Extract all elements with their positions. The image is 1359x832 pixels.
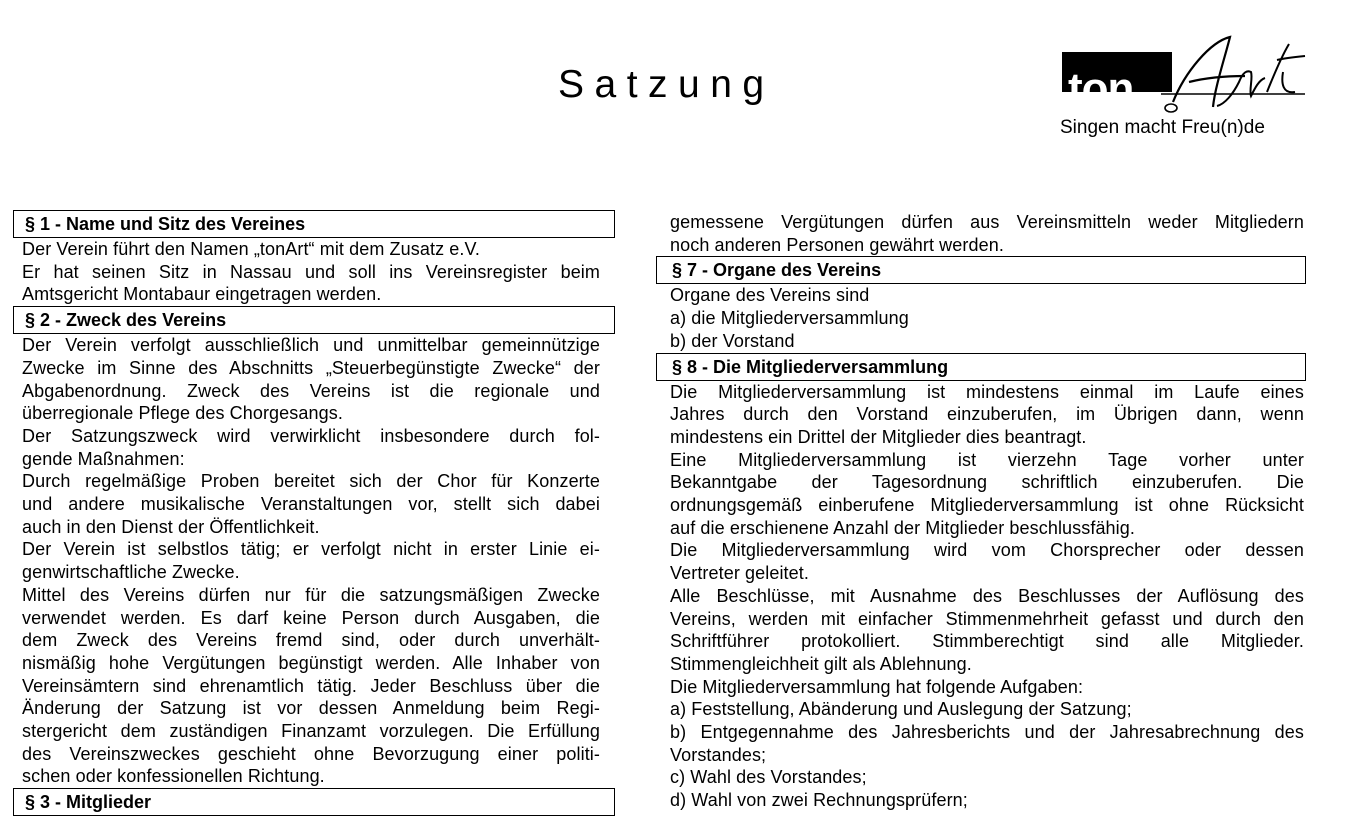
text-line: Der Verein führt den Namen „tonArt“ mit dem Zusatz e.V. — [22, 239, 481, 259]
text-line: Die Mitgliederversammlung ist mindestens einmal im Laufe eines — [670, 381, 1304, 402]
logo-script-art — [1155, 32, 1310, 114]
section-heading-3: § 3 - Mitglieder — [13, 788, 615, 816]
text-line: Der Verein verfolgt ausschließlich und unmittelbar gemeinnützige — [22, 335, 600, 356]
tonart-logo — [1060, 32, 1310, 142]
text-line: Eine Mitgliederversammlung ist vierzehn Tage vorher unter — [670, 449, 1304, 470]
text-line: Organe des Vereins sind — [670, 285, 870, 306]
text-line: Änderung der Satzung ist vor dessen Anmeldung beim Regi- — [22, 698, 600, 719]
text-line: überregionale Pflege des Chorgesangs. — [22, 403, 343, 424]
text-line: ordnungsgemäß einberufene Mitgliederversammlung ist ohne Rücksicht — [670, 495, 1304, 516]
text-line: Amtsgericht Montabaur eingetragen werden. — [22, 284, 382, 305]
text-line: Er hat seinen Sitz in Nassau und soll ins Vereinsregister beim — [22, 261, 600, 282]
text-line: Schriftführer protokolliert. Stimmberechtigt sind alle Mitglieder. — [670, 631, 1304, 652]
text-line: Der Satzungszweck wird verwirklicht insbesondere durch fol- — [22, 425, 600, 446]
text-line: b) Entgegennahme des Jahresberichts und der Jahresabrechnung des — [670, 722, 1304, 743]
right-column — [670, 211, 1320, 812]
text-line: des Vereinszweckes geschieht ohne Bevorzugung einer politi- — [22, 743, 600, 764]
text-line: Vorstandes; — [670, 744, 767, 765]
section-heading-2: § 2 - Zweck des Vereins — [13, 306, 615, 334]
section-heading-8: § 8 - Die Mitgliederversammlung — [656, 353, 1306, 381]
text-line: c) Wahl des Vorstandes; — [670, 767, 867, 788]
section-6-continuation — [670, 211, 1304, 256]
logo-word: ton — [1068, 64, 1134, 113]
text-line: Alle Beschlüsse, mit Ausnahme des Beschlusses der Auflösung des — [670, 585, 1304, 606]
text-line: noch anderen Personen gewährt werden. — [670, 234, 1004, 255]
text-line: Jahres durch den Vorstand einzuberufen, im Übrigen dann, wenn — [670, 404, 1304, 425]
section-8-text — [670, 381, 1304, 812]
text-line: Bekanntgabe der Tagesordnung schriftlich einzuberufen. Die — [670, 472, 1304, 493]
section-2-text — [22, 334, 600, 788]
text-line: und andere musikalische Veranstaltungen vor, stellt sich dabei — [22, 494, 600, 515]
text-line: a) Feststellung, Abänderung und Auslegung der Satzung; — [670, 699, 1132, 720]
section-1-text — [22, 238, 600, 306]
text-line: Die Mitgliederversammlung wird vom Chorsprecher oder dessen — [670, 540, 1304, 561]
section-heading-7: § 7 - Organe des Vereins — [656, 256, 1306, 284]
text-line: Vereinsämtern sind ehrenamtlich tätig. Jeder Beschluss über die — [22, 675, 600, 696]
text-line: Abgabenordnung. Zweck des Vereins ist die regionale und — [22, 380, 600, 401]
text-line: auch in den Dienst der Öffentlichkeit. — [22, 516, 320, 537]
text-line: a) die Mitgliederversammlung — [670, 308, 909, 329]
text-line: Der Verein ist selbstlos tätig; er verfolgt nicht in erster Linie ei- — [22, 539, 600, 560]
text-line: Stimmengleichheit gilt als Ablehnung. — [670, 653, 972, 674]
document-title: Satzung — [558, 63, 775, 106]
text-line: gemessene Vergütungen dürfen aus Vereinsmitteln weder Mitgliedern — [670, 212, 1304, 232]
text-line: Mittel des Vereins dürfen nur für die satzungsmäßigen Zwecke — [22, 584, 600, 605]
logo-tagline: Singen macht Freu(n)de — [1060, 117, 1265, 138]
text-line: Vereins, werden mit einfacher Stimmenmehrheit gefasst und durch den — [670, 608, 1304, 629]
text-line: mindestens ein Drittel der Mitglieder dies beantragt. — [670, 426, 1087, 447]
text-line: genwirtschaftliche Zwecke. — [22, 562, 240, 583]
text-line: verwendet werden. Es darf keine Person durch Ausgaben, die — [22, 607, 600, 628]
section-7-text — [670, 284, 1304, 352]
text-line: Vertreter geleitet. — [670, 563, 809, 584]
text-line: b) der Vorstand — [670, 330, 795, 351]
text-line: nismäßig hohe Vergütungen begünstigt werden. Alle Inhaber von — [22, 652, 600, 673]
text-line: stergericht dem zuständigen Finanzamt vorzulegen. Die Erfüllung — [22, 721, 600, 742]
text-line: dem Zweck des Vereins fremd sind, oder durch unverhält- — [22, 630, 600, 651]
text-line: Durch regelmäßige Proben bereitet sich der Chor für Konzerte — [22, 471, 600, 492]
section-heading-1: § 1 - Name und Sitz des Vereines — [13, 210, 615, 238]
text-line: auf die erschienene Anzahl der Mitglieder beschlussfähig. — [670, 517, 1135, 538]
text-line: gende Maßnahmen: — [22, 448, 185, 469]
text-line: d) Wahl von zwei Rechnungsprüfern; — [670, 790, 968, 811]
left-column — [22, 210, 615, 816]
text-line: Die Mitgliederversammlung hat folgende Aufgaben: — [670, 676, 1084, 697]
text-line: Zwecke im Sinne des Abschnitts „Steuerbegünstigte Zwecke“ der — [22, 357, 600, 378]
text-line: schen oder konfessionellen Richtung. — [22, 766, 325, 787]
